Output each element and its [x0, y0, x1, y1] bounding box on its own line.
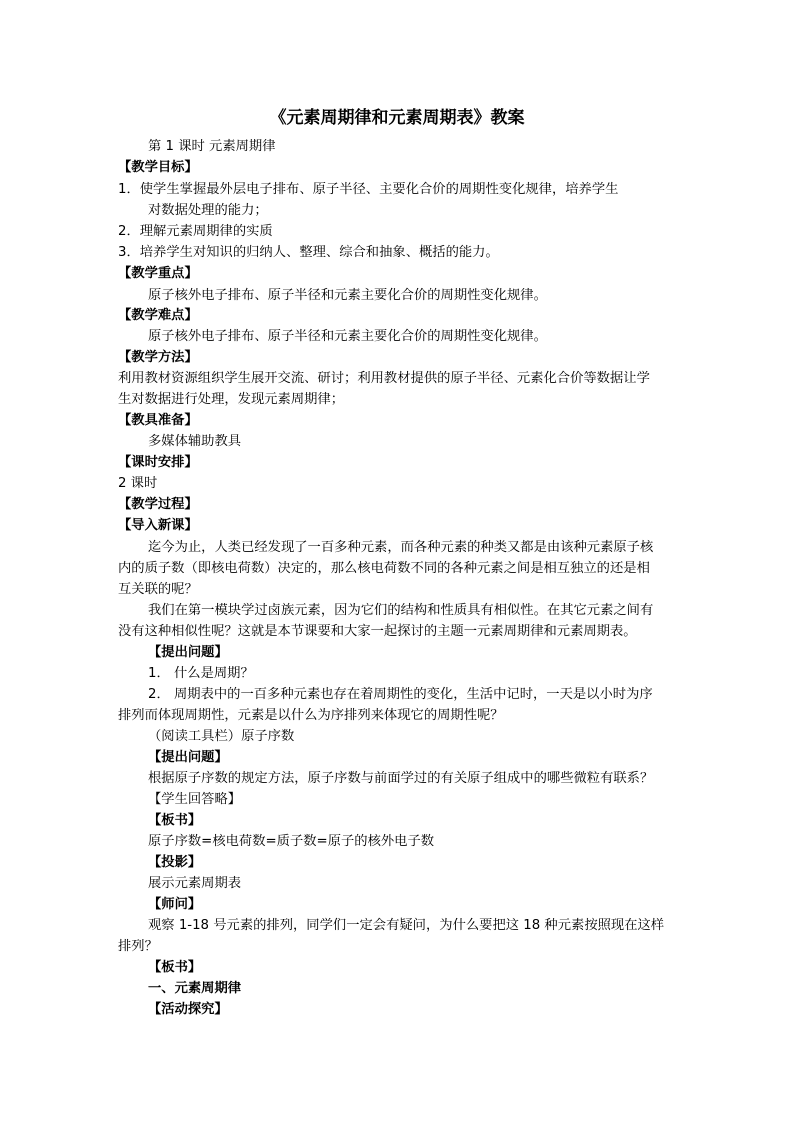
- goal-1: 1．使学生掌握最外层电子排布、原子半径、主要化合价的周期性变化规律，培养学生: [118, 182, 619, 197]
- heading-goals: 【教学目标】: [118, 160, 198, 175]
- question-2: 2． 周期表中的一百多种元素也存在着周期性的变化，生活中记时，一天是以小时为序: [148, 687, 653, 702]
- projection-text: 展示元素周期表: [148, 876, 242, 891]
- question-2-cont: 排列而体现周期性，元素是以什么为序排列来体现它的周期性呢？: [118, 708, 504, 723]
- heading-hours: 【课时安排】: [118, 455, 198, 470]
- question-1: 1． 什么是周期？: [148, 666, 254, 681]
- heading-activity: 【活动探究】: [148, 1002, 228, 1017]
- heading-tools: 【教具准备】: [118, 413, 198, 428]
- teacher-question-line-2: 排列？: [118, 939, 158, 954]
- heading-board-2: 【板书】: [148, 960, 202, 975]
- heading-ask-question-2: 【提出问题】: [148, 750, 228, 765]
- heading-difficulties: 【教学难点】: [118, 308, 198, 323]
- heading-board-1: 【板书】: [148, 813, 202, 828]
- tools-text: 多媒体辅助教具: [148, 434, 242, 449]
- board-1-text: 原子序数=核电荷数=质子数=原子的核外电子数: [148, 834, 435, 849]
- reading-toolbar-note: （阅读工具栏）原子序数: [148, 729, 295, 744]
- heading-methods: 【教学方法】: [118, 350, 198, 365]
- goal-1-cont: 对数据处理的能力；: [148, 203, 268, 218]
- board-2-text: 一、元素周期律: [148, 981, 242, 996]
- key-points-text: 原子核外电子排布、原子半径和元素主要化合价的周期性变化规律。: [148, 288, 547, 303]
- paragraph-2-line-1: 我们在第一模块学过卤族元素，因为它们的结构和性质具有相似性。在其它元素之间有: [148, 603, 654, 618]
- intro-paragraph-line-1: 迄今为止，人类已经发现了一百多种元素，而各种元素的种类又都是由该种元素原子核: [148, 540, 654, 555]
- methods-text: 利用教材资源组织学生展开交流、研讨；利用教材提供的原子半径、元素化合价等数据让学: [118, 371, 650, 386]
- heading-process: 【教学过程】: [118, 497, 198, 512]
- methods-text-cont: 生对数据进行处理，发现元素周期律；: [118, 392, 345, 407]
- intro-paragraph-line-3: 互关联的呢？: [118, 582, 198, 597]
- question-3: 根据原子序数的规定方法，原子序数与前面学过的有关原子组成中的哪些微粒有联系？: [148, 771, 654, 786]
- document-title: 《元素周期律和元素周期表》教案: [269, 108, 525, 128]
- goal-2: 2．理解元素周期律的实质: [118, 224, 273, 239]
- intro-paragraph-line-2: 内的质子数（即核电荷数）决定的，那么核电荷数不同的各种元素之间是相互独立的还是相: [118, 561, 650, 576]
- teacher-question-line-1: 观察 1-18 号元素的排列，同学们一定会有疑问，为什么要把这 18 种元素按照现在这样: [148, 918, 665, 933]
- goal-3: 3．培养学生对知识的归纳人、整理、综合和抽象、概括的能力。: [118, 245, 499, 260]
- heading-key-points: 【教学重点】: [118, 266, 198, 281]
- student-answer-note: 【学生回答略】: [148, 792, 242, 807]
- lesson-label: 第 1 课时 元素周期律: [148, 139, 276, 154]
- heading-intro: 【导入新课】: [118, 518, 198, 533]
- difficulties-text: 原子核外电子排布、原子半径和元素主要化合价的周期性变化规律。: [148, 329, 547, 344]
- heading-ask-question-1: 【提出问题】: [148, 645, 228, 660]
- paragraph-2-line-2: 没有这种相似性呢？这就是本节课要和大家一起探讨的主题一元素周期律和元素周期表。: [118, 624, 637, 639]
- heading-teacher-question: 【师问】: [148, 897, 202, 912]
- heading-projection: 【投影】: [148, 855, 202, 870]
- hours-text: 2 课时: [118, 476, 158, 491]
